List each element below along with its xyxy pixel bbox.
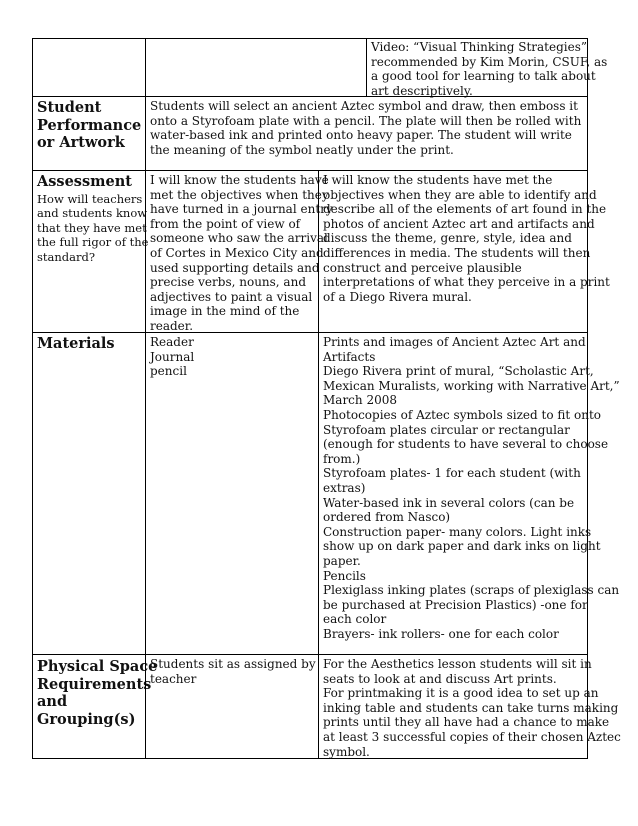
assessment-heading: Assessment: [37, 173, 132, 190]
text-line: extras): [323, 480, 366, 495]
subheading-line: standard?: [37, 249, 96, 264]
physical-space-setup-cell: [318, 654, 621, 759]
text-line: image in the mind of the: [150, 304, 300, 319]
video-note-line: recommended by Kim Morin, CSUF, as: [371, 54, 608, 69]
text-line: pencil: [150, 364, 187, 379]
text-line: Reader: [150, 335, 194, 349]
subheading-line: that they have met: [37, 220, 147, 235]
text-line: Brayers- ink rollers- one for each color: [323, 626, 559, 641]
text-line: Plexiglass inking plates (scraps of plexiglass can: [323, 583, 620, 598]
text-line: symbol.: [323, 744, 370, 759]
text-line: Journal: [150, 349, 195, 364]
materials-student-cell: [145, 332, 319, 655]
text-line: each color: [323, 612, 387, 627]
text-line: March 2008: [323, 393, 397, 408]
video-note-line: art descriptively.: [371, 83, 473, 98]
text-line: reader.: [150, 318, 194, 333]
assessment-journal-cell: [145, 170, 333, 333]
physical-space-heading: [37, 658, 158, 728]
text-line: used supporting details and: [150, 260, 320, 275]
text-line: precise verbs, nouns, and: [150, 275, 306, 290]
text-line: describe all of the elements of art found in the: [323, 202, 607, 217]
heading-line: Requirements: [37, 675, 152, 693]
text-line: photos of ancient Aztec art and artifacts and: [323, 216, 595, 231]
text-line: of a Diego Rivera mural.: [323, 289, 472, 304]
text-line: objectives when they are able to identify and: [323, 187, 597, 202]
text-line: Styrofoam plates- 1 for each student (with: [323, 466, 581, 481]
text-line: of Cortes in Mexico City and: [150, 245, 324, 260]
student-performance-text: Students will select an ancient Aztec symbol and draw, then emboss it onto a Styrofoam plate with a pencil. The plate will then be rolled with water-based ink and printed onto heavy paper. The student will write the meaning of the symbol neatly under the print.: [150, 99, 582, 157]
text-line: prints until they all have had a chance to make: [323, 715, 610, 730]
text-line: construct and perceive plausible: [323, 260, 522, 275]
text-line: seats to look at and discuss Art prints.: [323, 671, 557, 686]
text-line: have turned in a journal entry: [150, 202, 333, 217]
text-line: Construction paper- many colors. Light inks: [323, 524, 592, 539]
text-line: Photocopies of Aztec symbols sized to fit onto: [323, 407, 601, 422]
subheading-line: the full rigor of the: [37, 235, 149, 250]
video-note-line: a good tool for learning to talk about: [371, 69, 596, 84]
text-line: ordered from Nasco): [323, 510, 451, 525]
text-line: teacher: [150, 671, 197, 686]
video-row-label-cell: [32, 38, 146, 97]
text-line: I will know the students have met the: [323, 173, 553, 187]
text-line: inking table and students can take turns making: [323, 700, 619, 715]
text-line: I will know the students have: [150, 173, 329, 187]
physical-space-label-cell: [32, 654, 158, 759]
assessment-label-cell: [32, 170, 149, 333]
heading-line: Grouping(s): [37, 710, 136, 728]
text-line: Mexican Muralists, working with Narrative Art,”: [323, 378, 620, 393]
heading-line: Physical Space: [37, 658, 158, 675]
text-line: (enough for students to have several to choose: [323, 437, 609, 452]
text-line: discuss the theme, genre, style, idea and: [323, 231, 572, 246]
subheading-line: and students know: [37, 206, 148, 221]
video-row-empty-cell: [145, 38, 367, 97]
materials-heading: Materials: [37, 335, 115, 352]
heading-line: Student: [37, 99, 102, 116]
text-line: paper.: [323, 553, 361, 568]
heading-line: Performance: [37, 116, 142, 134]
text-line: For printmaking it is a good idea to set up an: [323, 686, 599, 701]
text-line: Pencils: [323, 568, 366, 583]
text-line: Artifacts: [323, 349, 376, 364]
student-performance-text-cell: [145, 96, 588, 171]
text-line: Styrofoam plates circular or rectangular: [323, 422, 570, 437]
heading-line: and: [37, 693, 68, 710]
subheading-line: How will teachers: [37, 191, 143, 206]
video-note-line: Video: “Visual Thinking Strategies”: [371, 40, 588, 54]
text-line: from.): [323, 451, 361, 466]
assessment-elements-cell: [318, 170, 610, 333]
student-performance-label-cell: [32, 96, 146, 171]
text-line: Diego Rivera print of mural, “Scholastic Art,: [323, 364, 594, 379]
text-line: adjectives to paint a visual: [150, 289, 313, 304]
student-performance-heading: [37, 99, 141, 152]
physical-space-seating-cell: [145, 654, 319, 759]
text-line: someone who saw the arrival: [150, 231, 328, 246]
materials-teacher-cell: [318, 332, 620, 655]
text-line: be purchased at Precision Plastics) -one for: [323, 597, 588, 612]
text-line: Prints and images of Ancient Aztec Art and: [323, 335, 586, 349]
text-line: show up on dark paper and dark inks on light: [323, 539, 601, 554]
video-note-cell: [366, 38, 608, 98]
materials-label-cell: [32, 332, 146, 655]
text-line: interpretations of what they perceive in a print: [323, 275, 610, 290]
text-line: For the Aesthetics lesson students will sit in: [323, 657, 592, 671]
text-line: from the point of view of: [150, 216, 301, 231]
text-line: Students sit as assigned by: [150, 657, 316, 671]
heading-line: or Artwork: [37, 134, 125, 151]
text-line: differences in media. The students will then: [323, 245, 591, 260]
text-line: met the objectives when they: [150, 187, 329, 202]
text-line: at least 3 successful copies of their chosen Aztec: [323, 729, 621, 744]
text-line: Water-based ink in several colors (can be: [323, 495, 575, 510]
assessment-subheading: [37, 191, 149, 265]
